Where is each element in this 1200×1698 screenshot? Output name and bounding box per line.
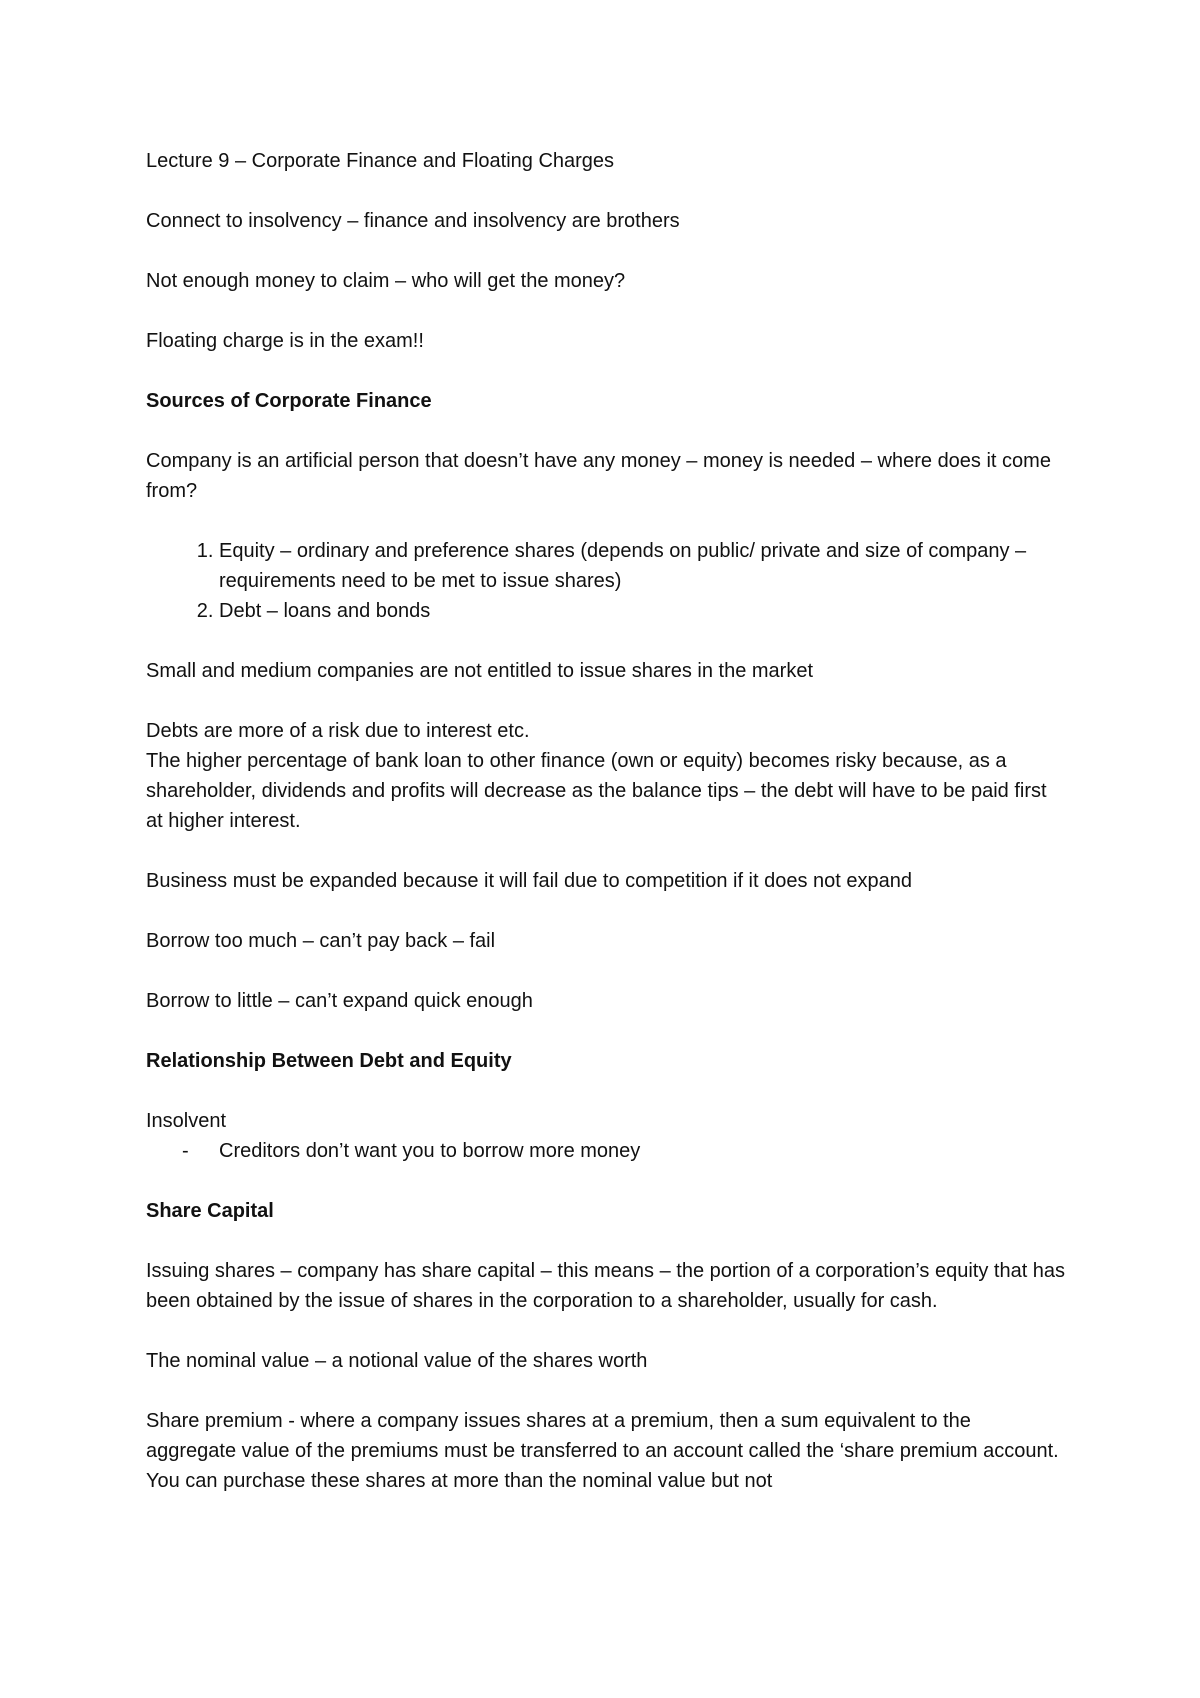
expansion-paragraph: Business must be expanded because it will fail due to competition if it does not expand (146, 870, 913, 892)
list-item-debt: 2. Debt – loans and bonds (219, 596, 1066, 626)
finance-sources-list (146, 536, 1066, 626)
list-item-creditors (182, 1136, 1066, 1166)
intro-paragraph-1: Connect to insolvency – finance and insolvency are brothers (146, 210, 680, 232)
share-premium-paragraph: Share premium - where a company issues shares at a premium, then a sum equivalent to the aggregate value of the premiums must be transferred to an account called the ‘share premium account. You can purchase these shares at more than the nominal value but not (146, 1410, 1059, 1492)
document-body (146, 146, 1066, 1526)
document-title: Lecture 9 – Corporate Finance and Floating Charges (146, 150, 615, 172)
list-item-text: Creditors don’t want you to borrow more money (219, 1140, 641, 1162)
debt-risk-paragraph: Debts are more of a risk due to interest etc. (146, 720, 530, 742)
insolvent-label: Insolvent (146, 1110, 227, 1132)
intro-paragraph-2: Not enough money to claim – who will get the money? (146, 270, 626, 292)
section-heading-debt-equity: Relationship Between Debt and Equity (146, 1050, 512, 1072)
issuing-shares-paragraph: Issuing shares – company has share capital – this means – the portion of a corporation’s equity that has been obtained by the issue of shares in the corporation to a shareholder, usually for cash. (146, 1260, 1066, 1312)
section-heading-sources: Sources of Corporate Finance (146, 390, 432, 412)
intro-paragraph-3: Floating charge is in the exam!! (146, 330, 424, 352)
bank-loan-paragraph: The higher percentage of bank loan to other finance (own or equity) becomes risky because, as a shareholder, dividends and profits will decrease as the balance tips – the debt will have to be paid first at higher interest. (146, 750, 1047, 832)
section-heading-share-capital: Share Capital (146, 1200, 274, 1222)
small-companies-paragraph: Small and medium companies are not entitled to issue shares in the market (146, 660, 814, 682)
insolvent-bullet-list (146, 1136, 1066, 1166)
borrow-too-little-paragraph: Borrow to little – can’t expand quick enough (146, 990, 533, 1012)
sources-paragraph: Company is an artificial person that doesn’t have any money – money is needed – where does it come from? (146, 450, 1051, 502)
borrow-too-much-paragraph: Borrow too much – can’t pay back – fail (146, 930, 496, 952)
nominal-value-paragraph: The nominal value – a notional value of the shares worth (146, 1350, 648, 1372)
list-item-equity: 1. Equity – ordinary and preference shares (depends on public/ private and size of company – requirements need to be met to issue shares) (219, 536, 1066, 596)
dash-bullet: - (182, 1140, 189, 1162)
